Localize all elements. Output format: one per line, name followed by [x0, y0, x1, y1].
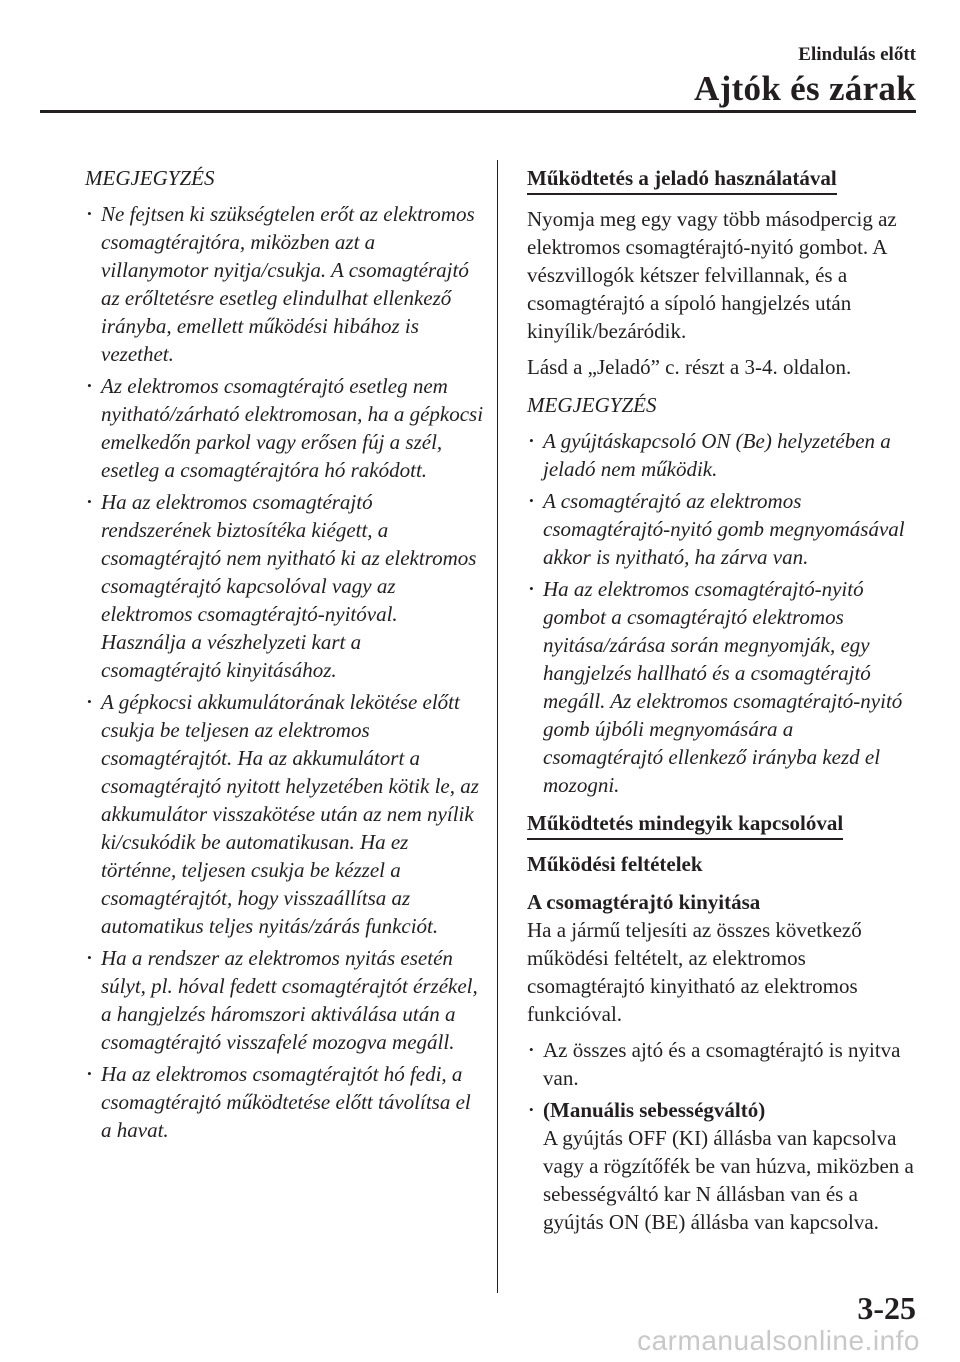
header-rule	[40, 110, 916, 113]
page-header	[694, 44, 916, 109]
paragraph: Ha a jármű teljesíti az összes következő működési feltételt, az elektromos csomagtérajtó kinyitható az elektromos funkcióval.	[527, 918, 862, 1026]
note-item: • A gyújtáskapcsoló ON (Be) helyzetében a jeladó nem működik.	[527, 427, 917, 483]
condition-item: • Az összes ajtó és a csomagtérajtó is nyitva van.	[527, 1036, 917, 1092]
section-heading-switches: Működtetés mindegyik kapcsolóval	[527, 810, 843, 840]
paragraph-reference: Lásd a „Jeladó” c. részt a 3-4. oldalon.	[527, 355, 852, 379]
section-heading-transmitter: Működtetés a jeladó használatával	[527, 165, 837, 195]
subheading-opening: A csomagtérajtó kinyitása	[527, 890, 761, 914]
note-item: • Az elektromos csomagtérajtó esetleg nem nyitható/zárható elektromosan, ha a gépkocsi emelkedőn parkol vagy erősen fúj a szél, esetleg a csomagtérajtóra hó rakódott.	[85, 372, 485, 484]
note-list	[85, 200, 485, 1144]
paragraph: Nyomja meg egy vagy több másodpercig az elektromos csomagtérajtó-nyitó gombot. A vészvillogók kétszer felvillannak, és a csomagtérajtó a sípoló hangjelzés után kinyílik/bezáródik.	[527, 207, 897, 343]
watermark: carmanualsonline.info	[637, 1325, 920, 1356]
note-item: • Ha az elektromos csomagtérajtó rendszerének biztosítéka kiégett, a csomagtérajtó nem nyitható ki az elektromos csomagtérajtó kapcsolóval vagy az elektromos csomagtérajtó-nyitóval. Használja a vészhelyzeti kart a csomagtérajtó kinyitásához.	[85, 488, 485, 684]
left-column	[85, 164, 485, 1148]
note-item: • A csomagtérajtó az elektromos csomagtérajtó-nyitó gomb megnyomásával akkor is nyitható, ha zárva van.	[527, 487, 917, 571]
note-title: MEGJEGYZÉS	[85, 166, 215, 190]
section-title: Elindulás előtt	[798, 44, 916, 65]
note-item: • Ha az elektromos csomagtérajtót hó fedi, a csomagtérajtó működtetése előtt távolítsa el a havat.	[85, 1060, 485, 1144]
right-column	[527, 164, 917, 1240]
note-title: MEGJEGYZÉS	[527, 393, 657, 417]
condition-item	[527, 1096, 917, 1236]
chapter-title: Ajtók és zárak	[694, 69, 916, 108]
subheading-conditions: Működési feltételek	[527, 852, 703, 876]
note-item: • Ne fejtsen ki szükségtelen erőt az elektromos csomagtérajtóra, miközben azt a villanymotor nyitja/csukja. A csomagtérajtó az erőltetésre esetleg elindulhat ellenkező irányba, emellett működési hibához is vezethet.	[85, 200, 485, 368]
column-divider	[497, 160, 498, 1293]
condition-item-title: (Manuális sebességváltó)	[543, 1098, 766, 1122]
note-item: • Ha az elektromos csomagtérajtó-nyitó gombot a csomagtérajtó elektromos nyitása/zárása során megnyomják, egy hangjelzés hallható és a csomagtérajtó megáll. Az elektromos csomagtérajtó-nyitó gomb újbóli megnyomására a csomagtérajtó ellenkező irányba kezd el mozogni.	[527, 575, 917, 799]
condition-item-text: A gyújtás OFF (KI) állásba van kapcsolva vagy a rögzítőfék be van húzva, miközben a sebességváltó kar N állásban van és a gyújtás ON (BE) állásba van kapcsolva.	[543, 1126, 914, 1234]
note-list	[527, 427, 917, 799]
page-number: 3-25	[857, 1290, 916, 1326]
note-item: • Ha a rendszer az elektromos nyitás esetén súlyt, pl. hóval fedett csomagtérajtót érzékel, a hangjelzés háromszori aktiválása után a csomagtérajtó visszafelé mozogva megáll.	[85, 944, 485, 1056]
condition-list	[527, 1036, 917, 1236]
note-item: • A gépkocsi akkumulátorának lekötése előtt csukja be teljesen az elektromos csomagtérajtót. Ha az akkumulátort a csomagtérajtó nyitott helyzetében kötik le, az akkumulátor visszakötése után az nem nyílik ki/csukódik be automatikusan. Ha ez történne, teljesen csukja be kézzel a csomagtérajtót, hogy visszaállítsa az automatikus teljes nyitás/zárás funkciót.	[85, 688, 485, 940]
